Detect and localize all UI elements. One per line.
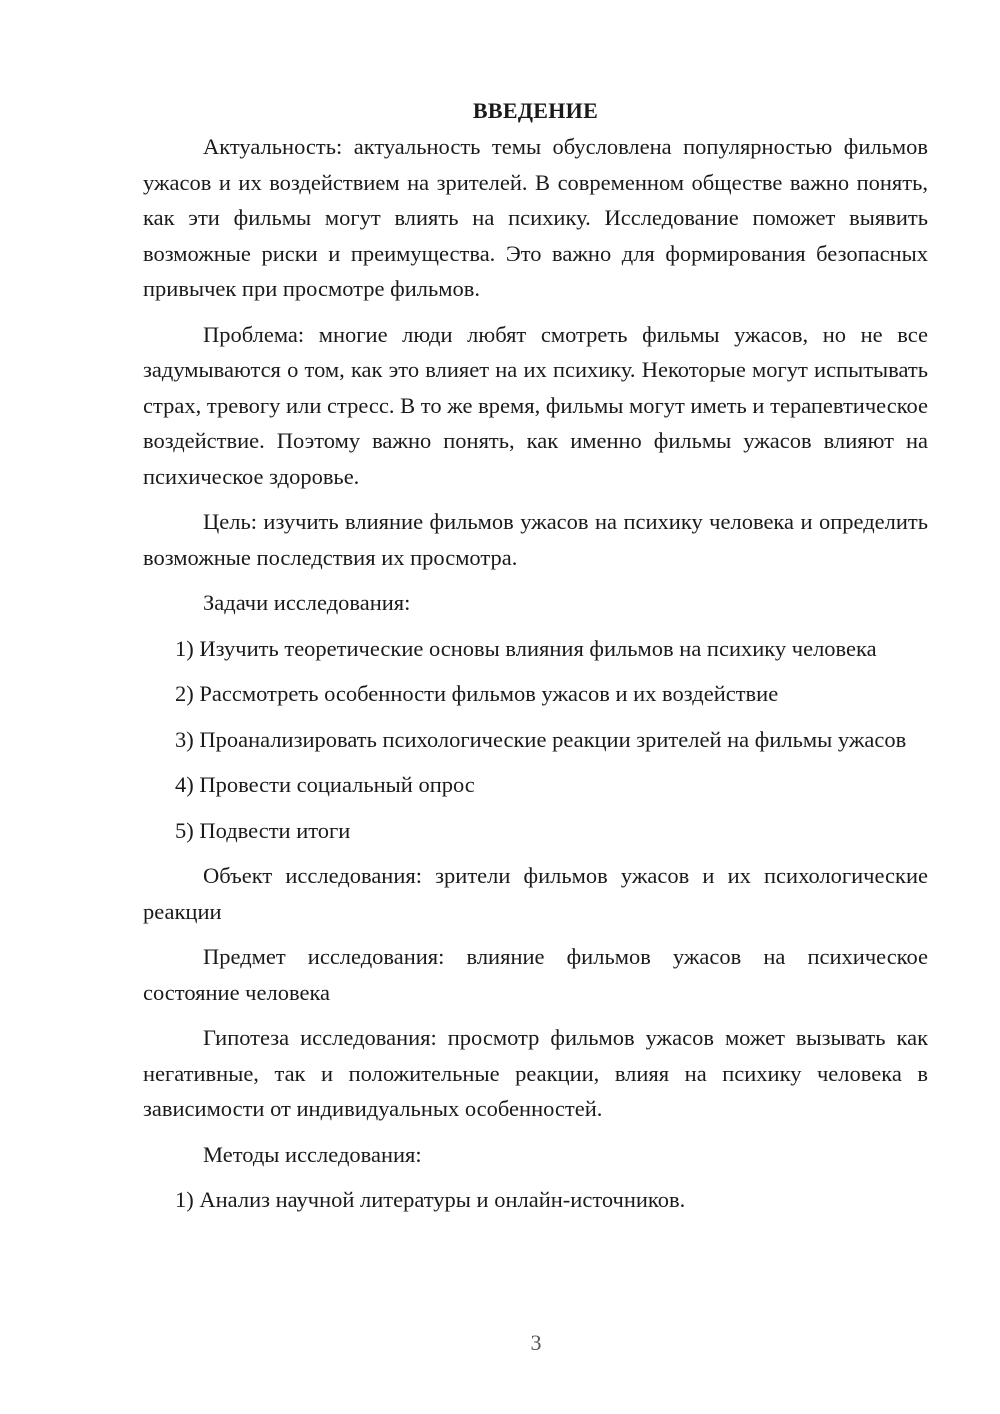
paragraph-object: Объект исследования: зрители фильмов ужасов и их психологические реакции [143, 863, 928, 924]
paragraph-goal: Цель: изучить влияние фильмов ужасов на психику человека и определить возможные последствия их просмотра. [143, 509, 928, 570]
list-item: 1) Анализ научной литературы и онлайн-источников. [175, 1187, 686, 1212]
page-number: 3 [530, 1330, 542, 1355]
list-item: 5) Подвести итоги [175, 817, 351, 843]
page-title: ВВЕДЕНИЕ [472, 98, 599, 123]
list-item: 2) Рассмотреть особенности фильмов ужасов и их воздействие [175, 681, 779, 706]
paragraph-relevance: Актуальность: актуальность темы обусловлена популярностью фильмов ужасов и их воздействием на зрителей. В современном обществе важно понять, как эти фильмы могут влиять на психику. Исследование поможет выявить возможные риски и преимущества. Это важно для формирования безопасных привычек при просмотре фильмов. [143, 134, 928, 301]
paragraph-methods-heading: Методы исследования: [203, 1141, 422, 1167]
paragraph-problem: Проблема: многие люди любят смотреть фильмы ужасов, но не все задумываются о том, как это влияет на их психику. Некоторые могут испытывать страх, тревогу или стресс. В то же время, фильмы могут иметь и терапевтическое воздействие. Поэтому важно понять, как именно фильмы ужасов влияют на психическое здоровье. [143, 321, 928, 489]
list-item: 4) Провести социальный опрос [175, 772, 475, 797]
document-page [143, 96, 928, 1228]
list-item: 3) Проанализировать психологические реакции зрителей на фильмы ужасов [175, 726, 907, 752]
paragraph-subject: Предмет исследования: влияние фильмов ужасов на психическое состояние человека [143, 944, 928, 1005]
list-item: 1) Изучить теоретические основы влияния фильмов на психику человека [175, 635, 877, 661]
paragraph-tasks-heading: Задачи исследования: [203, 590, 411, 615]
paragraph-hypothesis: Гипотеза исследования: просмотр фильмов ужасов может вызывать как негативные, так и положительные реакции, влияя на психику человека в зависимости от индивидуальных особенностей. [143, 1025, 928, 1121]
